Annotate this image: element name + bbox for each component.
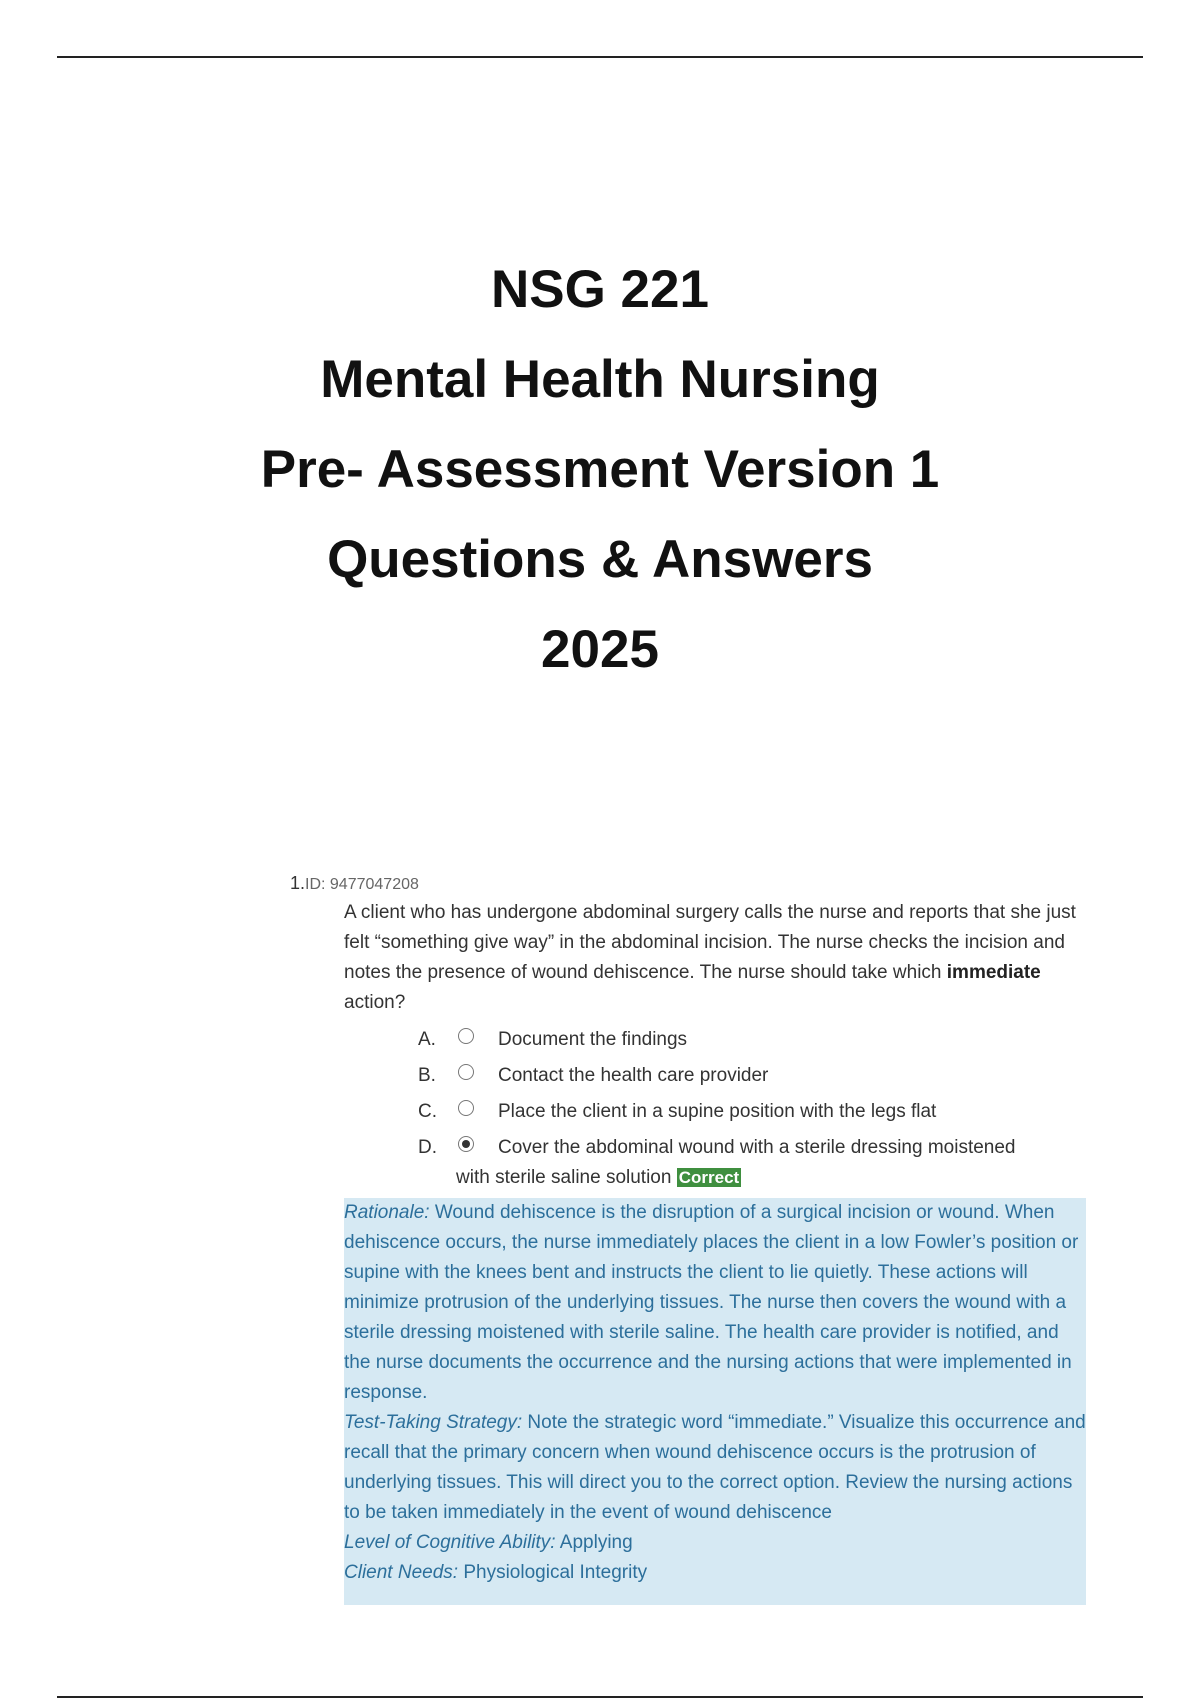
radio-button-icon[interactable] [458, 1100, 474, 1116]
top-rule [57, 56, 1143, 58]
option-text: Document the findings [498, 1029, 688, 1050]
correct-badge: Correct [678, 1168, 740, 1187]
stem-strategic-word: immediate [946, 962, 1041, 983]
cognitive-text: Applying [555, 1532, 633, 1553]
question-number: 1. [290, 873, 306, 893]
rationale-label: Rationale: [344, 1202, 430, 1223]
option-letter: A. [418, 1029, 436, 1050]
question-stem [344, 898, 1084, 1018]
stem-text-after: action? [344, 992, 406, 1013]
question-id: ID: 9477047208 [305, 876, 419, 893]
option-text: Place the client in a supine position with the legs flat [498, 1101, 937, 1122]
bottom-rule [57, 1696, 1143, 1698]
cognitive-label: Level of Cognitive Ability: [344, 1532, 556, 1553]
radio-button-icon[interactable] [458, 1028, 474, 1044]
rationale-box [344, 1198, 1086, 1605]
stem-text-before: A client who has undergone abdominal surgery calls the nurse and reports that she just felt “something give way” in the abdominal incision. The nurse checks the incision and notes the presence of wound dehiscence. The nurse should take which [344, 902, 1076, 983]
title-line-course: NSG 221 [490, 260, 709, 319]
option-a[interactable] [418, 1022, 1090, 1058]
strategy-text: Note the strategic word “immediate.” Visualize this occurrence and recall that the primary concern when wound dehiscence occurs is the protrusion of underlying tissues. This will direct you to the correct option. Review the nursing actions to be taken immediately in the event of wound dehiscence [344, 1412, 1086, 1523]
question-1 [290, 868, 1090, 1605]
rationale-text: Wound dehiscence is the disruption of a surgical incision or wound. When dehiscence occurs, the nurse immediately places the client in a low Fowler’s position or supine with the knees bent and instructs the client to lie quietly. These actions will minimize protrusion of the underlying tissues. The nurse then covers the wound with a sterile dressing moistened with sterile saline. The health care provider is notified, and the nurse documents the occurrence and the nursing actions that were implemented in response. [344, 1202, 1079, 1403]
option-text [456, 1133, 1098, 1193]
radio-button-selected-icon[interactable] [458, 1136, 474, 1152]
option-c[interactable] [418, 1094, 1090, 1130]
strategy-label: Test-Taking Strategy: [344, 1412, 523, 1433]
option-d[interactable] [418, 1130, 1090, 1196]
client-needs-text: Physiological Integrity [458, 1562, 648, 1583]
title-line-assessment: Pre- Assessment Version 1 [260, 440, 940, 499]
question-header [290, 868, 1090, 898]
option-text: Contact the health care provider [498, 1065, 769, 1086]
option-b[interactable] [418, 1058, 1090, 1094]
title-line-subject: Mental Health Nursing [320, 350, 880, 409]
title-line-year: 2025 [541, 620, 659, 679]
title-line-qa: Questions & Answers [327, 530, 873, 589]
answer-options [418, 1022, 1090, 1196]
option-text-line-2: with sterile saline solution [456, 1167, 672, 1188]
document-title [0, 245, 1200, 695]
radio-button-icon[interactable] [458, 1064, 474, 1080]
option-letter: B. [418, 1065, 436, 1086]
option-letter: D. [418, 1137, 437, 1158]
option-letter: C. [418, 1101, 437, 1122]
option-text-line-1: Cover the abdominal wound with a sterile dressing moistened [498, 1137, 1016, 1158]
client-needs-label: Client Needs: [344, 1562, 459, 1583]
